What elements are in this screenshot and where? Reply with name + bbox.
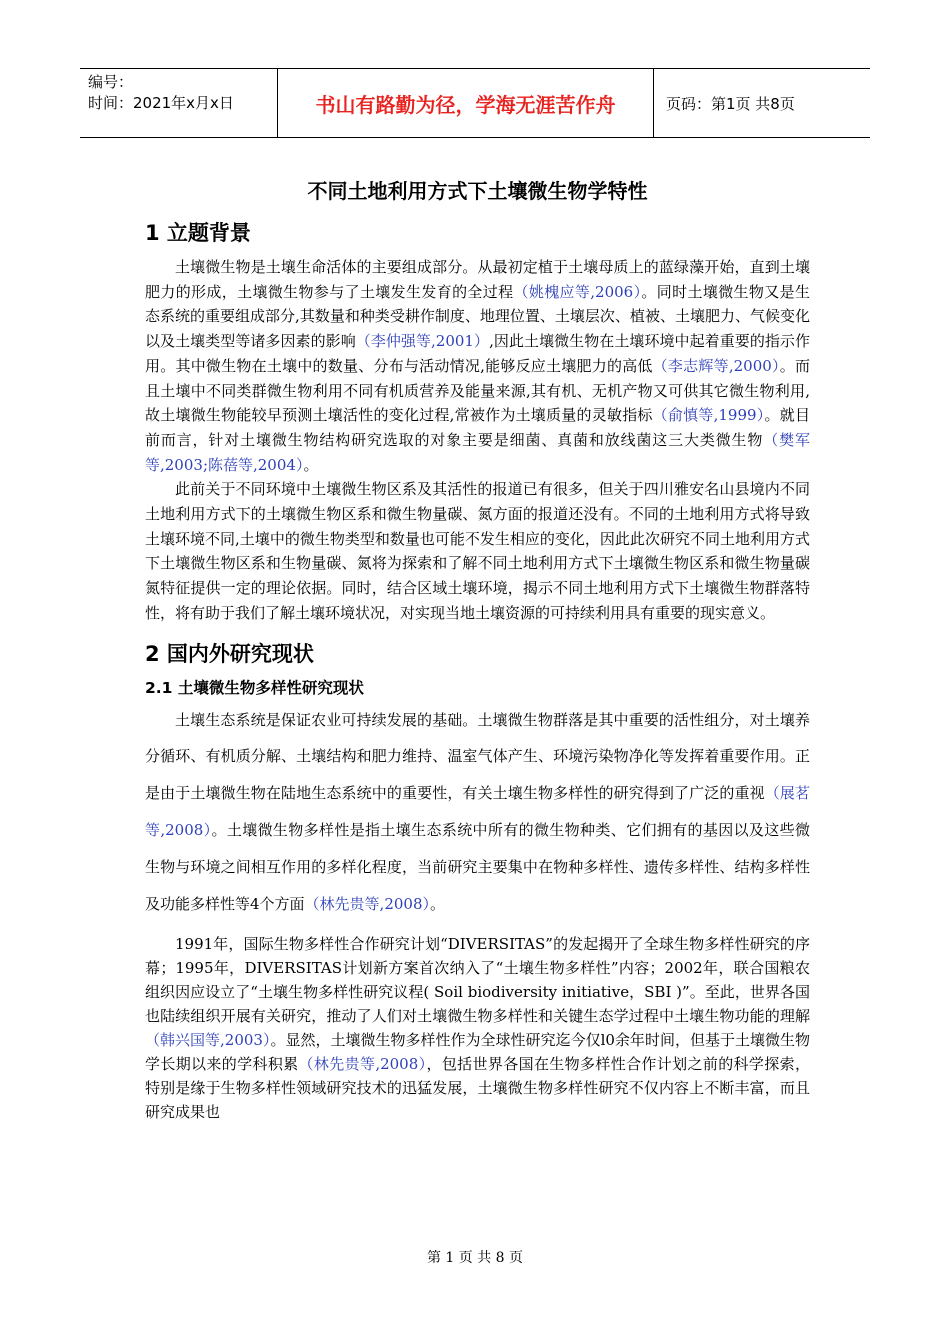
text-run: 1991年，国际生物多样性合作研究计划“DIVERSITAS”的发起揭开了全球生物多样性研究的序幕；1995年，DIVERSITAS计划新方案首次纳入了“土壤生物多样性”内容；2002年，联合国粮农组织因应设立了“土壤生物多样性研究议程( Soil biodiversity initiative，SBI )”。至此，世界各国也陆续组织开展有关研究，推动了人们对土壤微生物多样性和关键生态学过程中土壤生物功能的理解 [145, 935, 810, 1026]
number-label: 编号： [88, 73, 134, 91]
header-page-label: 页码：第1页 共8页 [666, 94, 795, 113]
section1-heading: 1 立题背景 [145, 221, 251, 245]
paragraph [145, 932, 810, 1124]
citation: （俞慎等,1999） [652, 406, 765, 425]
text-run: 。就目前而言，针对土壤微生物结构研究选取的对象主要是细菌、真菌和放线菌这三大类微生物 [145, 406, 810, 449]
paragraph [145, 477, 810, 625]
page-header [80, 68, 870, 138]
citation: （李志辉等,2000） [652, 356, 780, 375]
text-run: 。显然，土壤微生物多样性作为全球性研究迄今仅l0余年时间，但基于土壤微生物学长期以来的学科积累 [145, 1031, 810, 1074]
header-meta [80, 69, 278, 137]
text-run: 。同时土壤微生物又是生态系统的重要组成部分,其数量和种类受耕作制度、地理位置、土壤层次、植被、土壤肥力、气候变化以及土壤类型等诸多因素的影响 [145, 282, 810, 351]
paragraph [145, 255, 810, 477]
document-title: 不同土地利用方式下土壤微生物学特性 [307, 179, 648, 203]
text-run: ,因此土壤微生物在土壤环境中起着重要的指示作用。其中微生物在土壤中的数量、分布与活动情况,能够反应土壤肥力的高低 [145, 332, 810, 375]
citation: （姚槐应等,2006） [513, 282, 642, 301]
citation: （韩兴国等,2003） [145, 1031, 271, 1050]
time-label: 时间：2021年x月x日 [88, 94, 234, 112]
text-run: 土壤微生物是土壤生命活体的主要组成部分。从最初定植于土壤母质上的蓝绿藻开始，直到土壤肥力的形成，土壤微生物参与了土壤发生发育的全过程 [145, 258, 810, 301]
header-motto: 书山有路勤为径，学海无涯苦作舟 [278, 69, 654, 137]
text-run: 此前关于不同环境中土壤微生物区系及其活性的报道已有很多，但关于四川雅安名山县境内不同土地利用方式下的土壤微生物区系和微生物量碳、氮方面的报道还没有。不同的土地利用方式将导致土壤环境不同,土壤中的微生物类型和数量也可能不发生相应的变化，因此此次研究不同土地利用方式下土壤微生物区系和生物量碳、氮将为探索和了解不同土地利用方式下土壤微生物区系和微生物量碳氮特征提供一定的理论依据。同时，结合区域土壤环境，揭示不同土地利用方式下土壤微生物群落特性，将有助于我们了解土壤环境状况，对实现当地土壤资源的可持续利用具有重要的现实意义。 [145, 480, 810, 622]
text-run: 。而且土壤中不同类群微生物利用不同有机质营养及能量来源,其有机、无机产物又可供其它微生物利用,故土壤微生物能较早预测土壤活性的变化过程,常被作为土壤质量的灵敏指标 [145, 356, 810, 425]
text-run: 。 [303, 455, 319, 474]
text-run: 。土壤微生物多样性是指土壤生态系统中所有的微生物种类、它们拥有的基因以及这些微生物与环境之间相互作用的多样化程度，当前研究主要集中在物种多样性、遗传多样性、结构多样性及功能多样性等4个方面 [145, 820, 810, 913]
text-run: ，包括世界各国在生物多样性合作计划之前的科学探索，特别是缘于生物多样性领域研究技术的迅猛发展，土壤微生物多样性研究不仅内容上不断丰富，而且研究成果也 [145, 1055, 810, 1122]
document-body [145, 150, 810, 1124]
citation: （林先贵等,2008） [298, 1055, 427, 1074]
subsection-heading: 2.1 土壤微生物多样性研究现状 [145, 678, 364, 697]
citation: （展茗等,2008） [145, 784, 810, 839]
text-run: 土壤生态系统是保证农业可持续发展的基础。土壤微生物群落是其中重要的活性组分，对土壤养分循环、有机质分解、土壤结构和肥力维持、温室气体产生、环境污染物净化等发挥着重要作用。正是由于土壤微生物在陆地生态系统中的重要性，有关土壤生物多样性的研究得到了广泛的重视 [145, 710, 810, 803]
page-footer: 第 1 页 共 8 页 [426, 1250, 524, 1266]
citation: （林先贵等,2008） [304, 894, 430, 913]
citation: （李仲强等,2001） [355, 332, 490, 351]
section2-heading: 2 国内外研究现状 [145, 641, 314, 666]
citation: （樊军等,2003;陈蓓等,2004） [145, 430, 810, 474]
paragraph [145, 702, 810, 923]
text-run: 。 [430, 894, 446, 913]
